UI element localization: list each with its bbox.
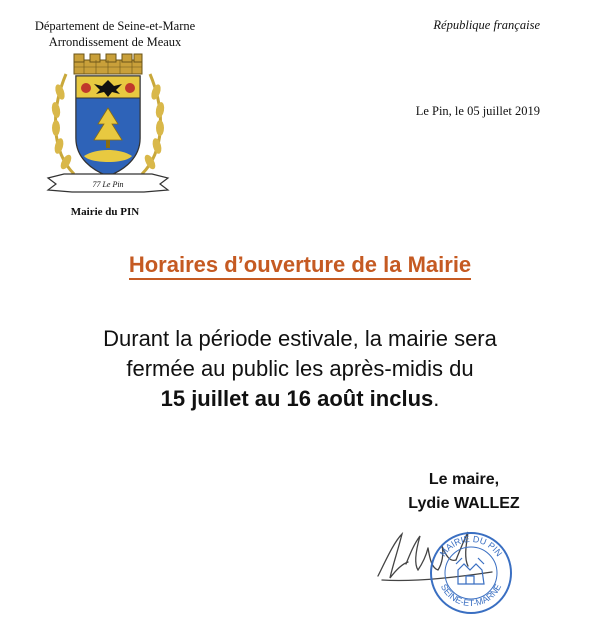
official-stamp-icon xyxy=(426,528,516,618)
stamp-top-text: MAIRIE DU PIN xyxy=(437,533,505,559)
coat-of-arms-icon xyxy=(44,52,172,196)
signer-role: Le maire, xyxy=(428,471,500,488)
notice-title xyxy=(0,252,600,278)
department-name: Département de Seine-et-Marne xyxy=(34,19,196,33)
notice-line-1: Durant la période estivale, la mairie sera xyxy=(103,326,497,351)
mairie-label: Mairie du PIN xyxy=(70,206,140,218)
department-header xyxy=(22,18,208,50)
svg-text:MAIRIE DU PIN xyxy=(438,534,504,558)
svg-text:SEINE-ET-MARNE xyxy=(439,582,503,608)
svg-text:77 Le Pin: 77 Le Pin xyxy=(92,180,124,189)
notice-period: . xyxy=(433,386,440,411)
notice-line-3 xyxy=(0,384,600,414)
notice-line-2: fermée au public les après-midis du xyxy=(126,356,474,381)
signer-name: Lydie WALLEZ xyxy=(408,495,520,512)
signer-block xyxy=(384,468,544,516)
stamp-bottom-text: SEINE-ET-MARNE xyxy=(438,582,504,609)
arrondissement-name: Arrondissement de Meaux xyxy=(48,35,182,49)
notice-title-text: Horaires d’ouverture de la Mairie xyxy=(129,252,471,280)
date-line: Le Pin, le 05 juillet 2019 xyxy=(415,104,540,118)
republic-label: République française xyxy=(433,18,540,32)
notice-dates: 15 juillet au 16 août inclus xyxy=(160,386,434,411)
notice-body xyxy=(0,324,600,414)
